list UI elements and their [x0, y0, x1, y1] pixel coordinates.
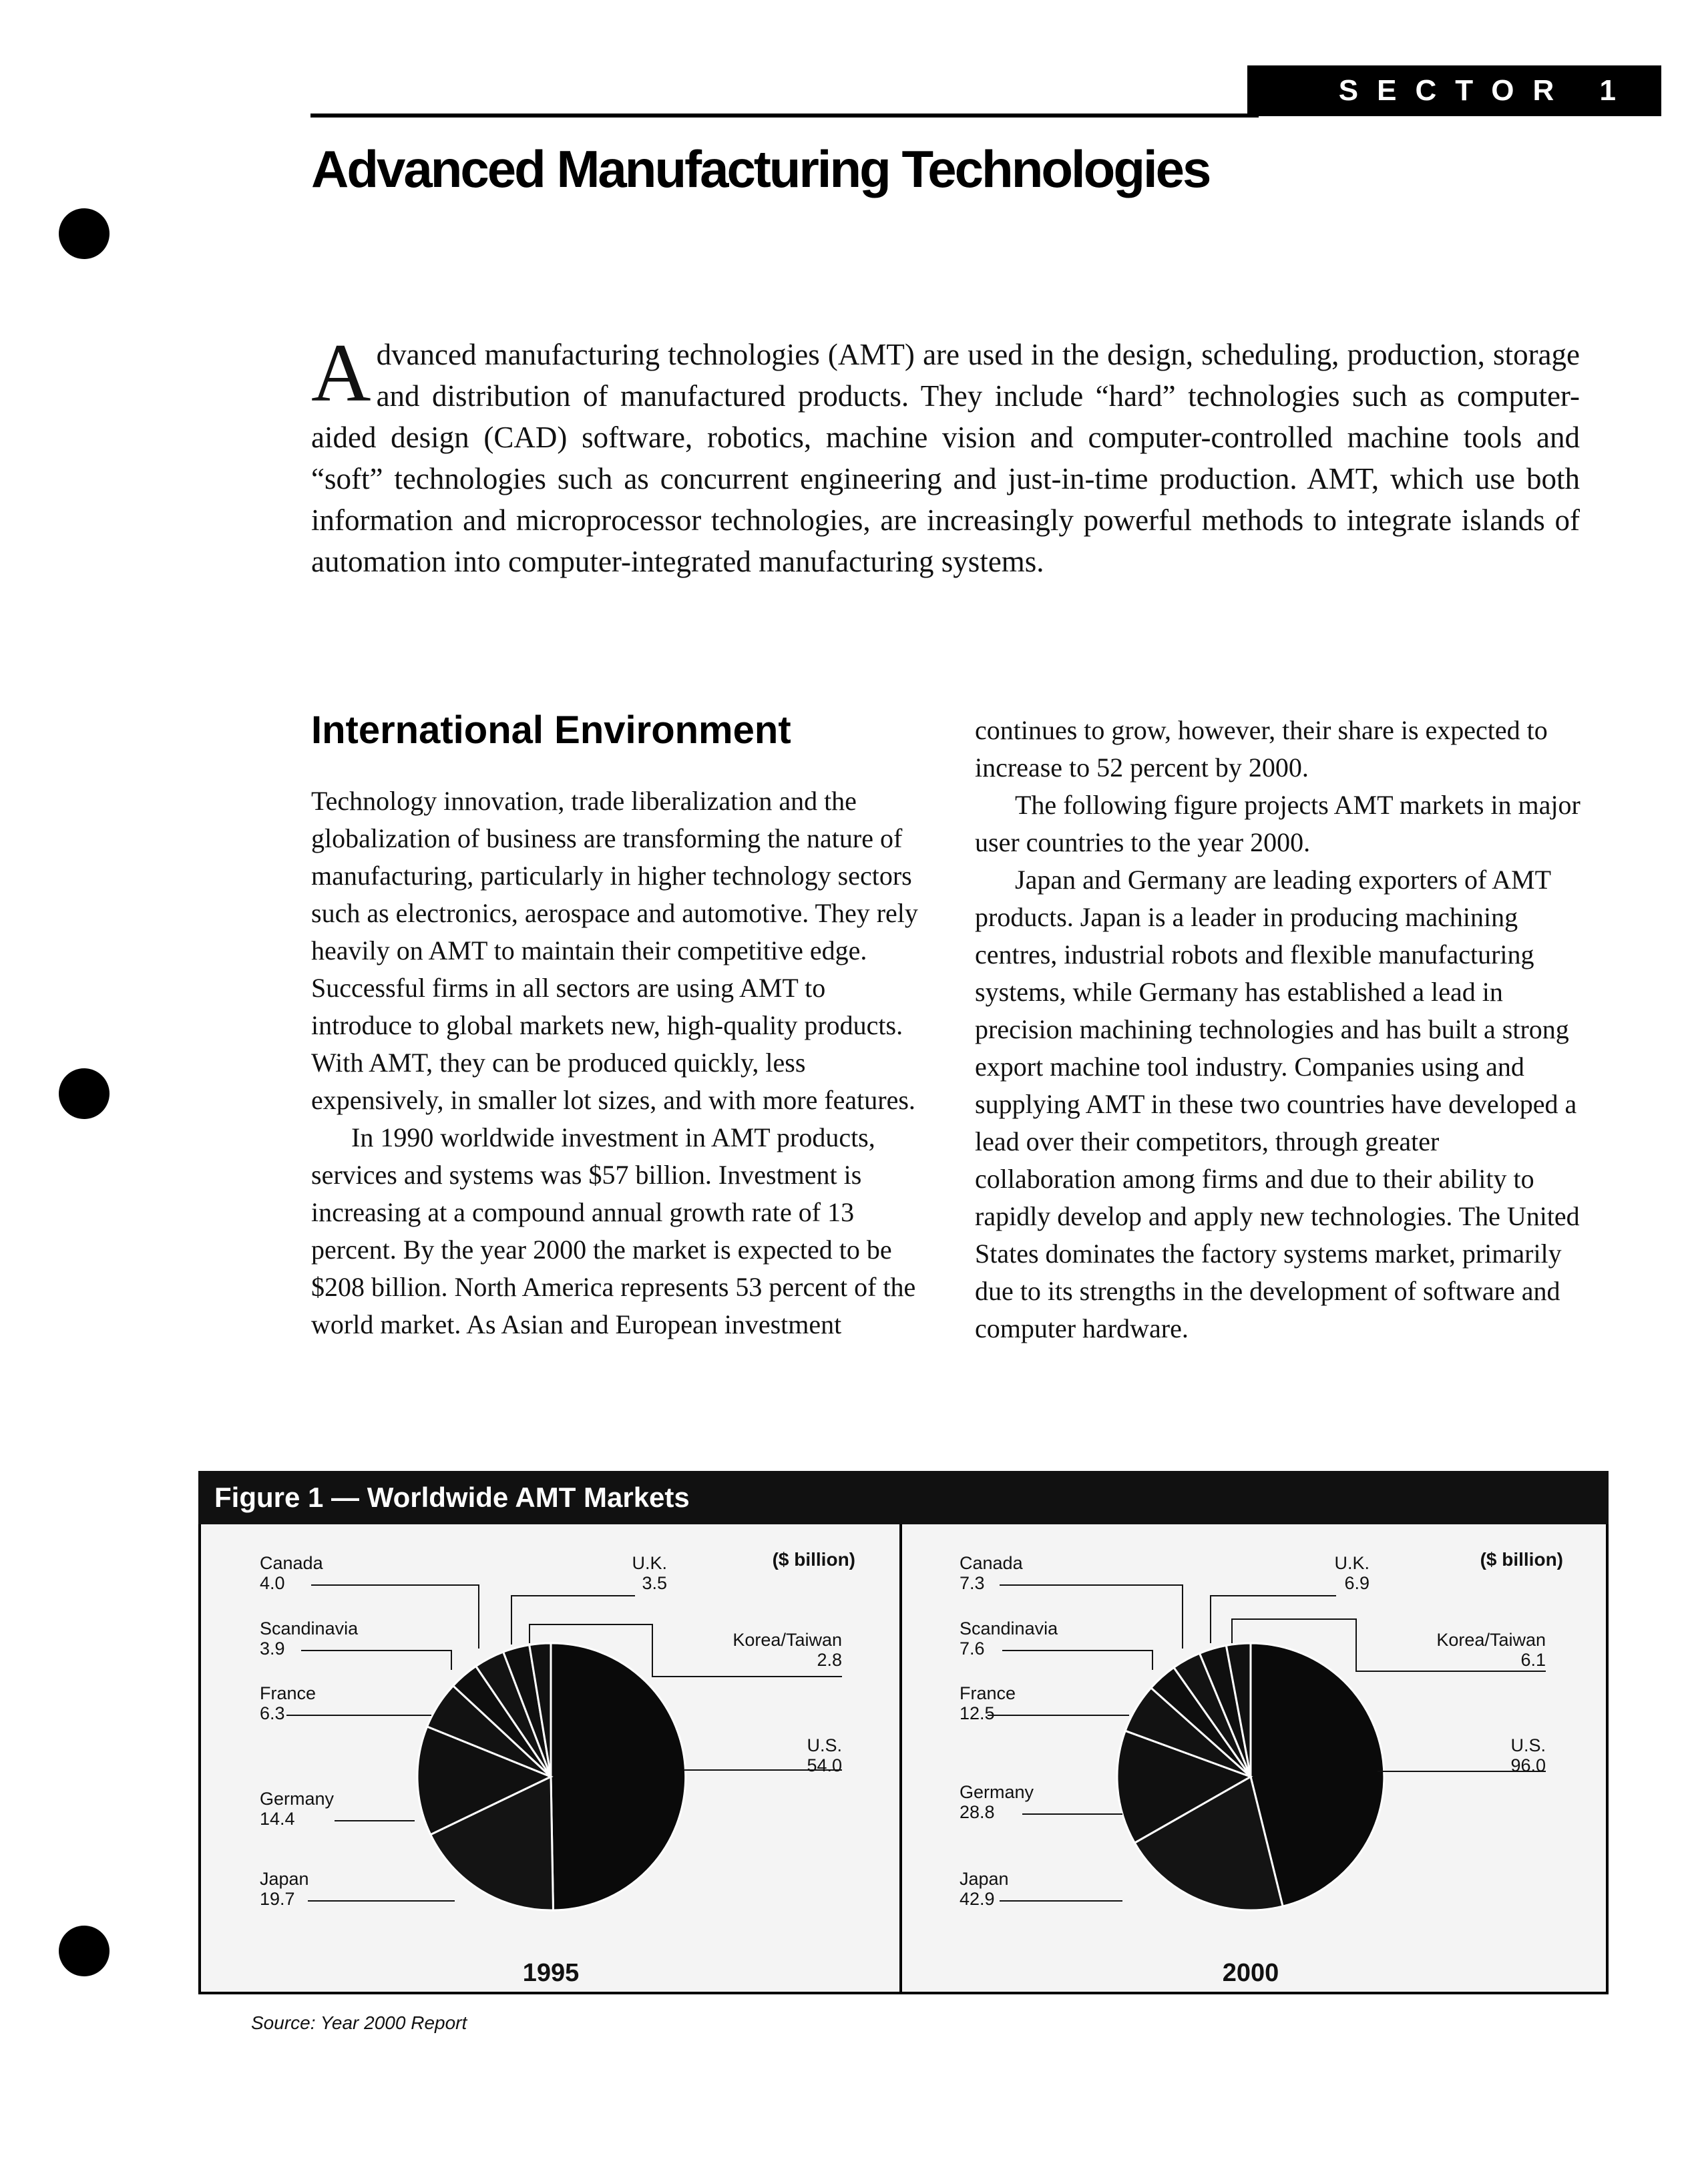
- intro-text: dvanced manufacturing technologies (AMT) are used in the design, scheduling, production, storage and distribution of manufactured products. They include “hard” technologies such as computer-aided design (CAD) software, robotics, machine vision and computer-controlled machine tools and “soft” technologies such as concurrent engineering and just-in-time production. AMT, which use both information and microprocessor technologies, are increasingly powerful methods to integrate islands of automation into computer-integrated manufacturing systems.: [311, 338, 1580, 578]
- header-rule: [310, 114, 1259, 118]
- pie-label-france: France: [260, 1683, 317, 1703]
- pie-value-u-k: 6.9: [1344, 1573, 1370, 1593]
- body-paragraph: In 1990 worldwide investment in AMT products, services and systems was $57 billion. Investment is increasing at a compound annual growth rate of 13 percent. By the year 2000 the market is expected to be $208 billion. North America represents 53 percent of the world market. As Asian and European investment: [311, 1122, 916, 1339]
- chart-year-label: 2000: [1222, 1959, 1279, 1987]
- pie-value-germany: 28.8: [960, 1802, 995, 1822]
- pie-value-scandinavia: 7.6: [960, 1639, 985, 1659]
- text-column-right: [975, 712, 1583, 1347]
- unit-label: ($ billion): [1480, 1549, 1563, 1570]
- section-heading: International Environment: [311, 708, 791, 752]
- pie-label-u-k: U.K.: [632, 1553, 667, 1573]
- binder-hole-bottom: [59, 1926, 110, 1976]
- body-paragraph: Japan and Germany are leading exporters of AMT products. Japan is a leader in producing machining centres, industrial robots and flexible manufacturing systems, while Germany has established a lead in precision machining technologies and has built a strong export machine tool industry. Companies using and supplying AMT in these two countries have developed a lead over their competitors, through greater collaboration among firms and due to their ability to rapidly develop and apply new technologies. The United States dominates the factory systems market, primarily due to its strengths in the development of software and computer hardware.: [975, 865, 1580, 1343]
- leader-line-scandinavia: [301, 1651, 451, 1670]
- figure-source: Source: Year 2000 Report: [251, 2012, 467, 2033]
- pie-value-canada: 4.0: [260, 1573, 285, 1593]
- pie-value-korea-taiwan: 6.1: [1520, 1650, 1546, 1670]
- page-title: Advanced Manufacturing Technologies: [311, 140, 1210, 198]
- body-paragraph: continues to grow, however, their share is expected to increase to 52 percent by 2000.: [975, 715, 1548, 783]
- pie-value-u-s: 96.0: [1510, 1755, 1546, 1775]
- pie-chart-1995: [201, 1524, 899, 1992]
- pie-value-japan: 19.7: [260, 1889, 295, 1909]
- unit-label: ($ billion): [772, 1549, 855, 1570]
- body-paragraph: Technology innovation, trade liberalization and the globalization of business are transforming the nature of manufacturing, particularly in higher technology sectors such as electronics, aerospace and automotive. They rely heavily on AMT to maintain their competitive edge. Successful firms in all sectors are using AMT to introduce to global markets new, high-quality products. With AMT, they can be produced quickly, less expensively, in smaller lot sizes, and with more features.: [311, 786, 918, 1115]
- pie-value-japan: 42.9: [960, 1889, 995, 1909]
- body-paragraph: The following figure projects AMT markets in major user countries to the year 2000.: [975, 790, 1581, 857]
- pie-value-scandinavia: 3.9: [260, 1639, 285, 1659]
- pie-label-u-s: U.S.: [1510, 1735, 1546, 1755]
- chart-year-label: 1995: [522, 1959, 580, 1987]
- pie-value-france: 12.5: [960, 1703, 995, 1723]
- drop-cap: A: [311, 327, 371, 419]
- pie-label-scandinavia: Scandinavia: [260, 1618, 359, 1639]
- pie-value-korea-taiwan: 2.8: [817, 1650, 842, 1670]
- binder-hole-top: [59, 208, 110, 259]
- leader-line-scandinavia: [1002, 1651, 1152, 1670]
- pie-label-korea-taiwan: Korea/Taiwan: [1436, 1630, 1546, 1650]
- pie-label-canada: Canada: [960, 1553, 1023, 1573]
- intro-paragraph: [311, 327, 1580, 582]
- pie-value-u-s: 54.0: [807, 1755, 842, 1775]
- pie-label-germany: Germany: [960, 1782, 1034, 1802]
- pie-chart-2000: [902, 1524, 1606, 1992]
- pie-value-germany: 14.4: [260, 1809, 295, 1829]
- pie-value-france: 6.3: [260, 1703, 285, 1723]
- leader-line-canada: [1000, 1585, 1183, 1649]
- pie-label-canada: Canada: [260, 1553, 323, 1573]
- sector-label: SECTOR 1: [1247, 65, 1661, 116]
- pie-label-u-s: U.S.: [807, 1735, 842, 1755]
- pie-label-korea-taiwan: Korea/Taiwan: [732, 1630, 842, 1650]
- pie-value-canada: 7.3: [960, 1573, 985, 1593]
- binder-hole-middle: [59, 1068, 110, 1119]
- text-column-left: [311, 783, 919, 1343]
- leader-line-canada: [311, 1585, 479, 1649]
- pie-label-japan: Japan: [960, 1869, 1009, 1889]
- pie-value-u-k: 3.5: [642, 1573, 667, 1593]
- pie-slice-u-s: [551, 1643, 686, 1910]
- pie-label-japan: Japan: [260, 1869, 309, 1889]
- pie-label-france: France: [960, 1683, 1016, 1703]
- pie-label-u-k: U.K.: [1334, 1553, 1370, 1573]
- pie-label-scandinavia: Scandinavia: [960, 1618, 1058, 1639]
- pie-label-germany: Germany: [260, 1789, 335, 1809]
- figure-title: Figure 1 — Worldwide AMT Markets: [198, 1471, 1609, 1524]
